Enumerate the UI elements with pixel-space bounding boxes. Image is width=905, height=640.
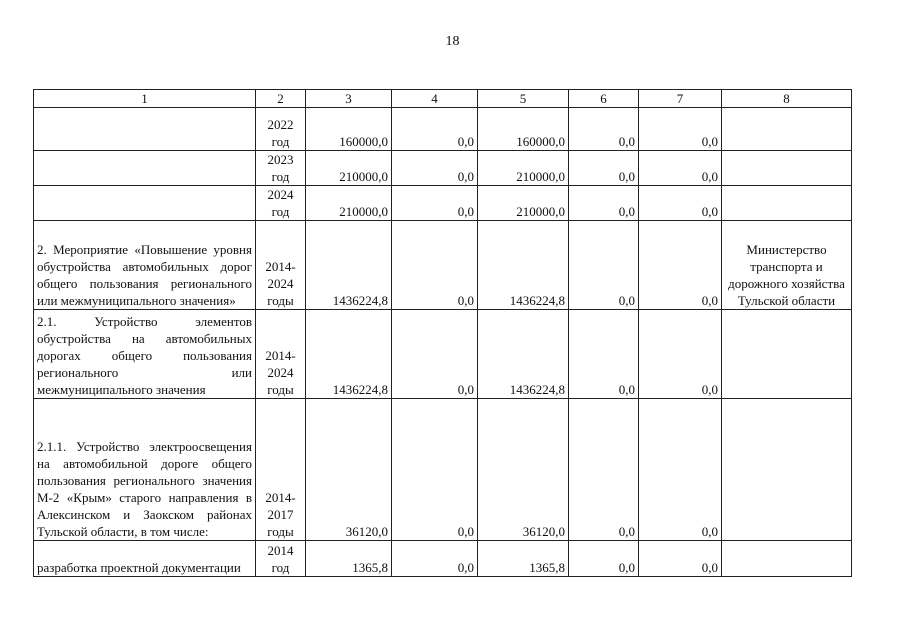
row-value-7: 0,0	[639, 541, 722, 577]
row-value-3: 210000,0	[306, 151, 392, 186]
row-value-4: 0,0	[392, 399, 478, 541]
row-value-3: 36120,0	[306, 399, 392, 541]
row-organization	[722, 151, 852, 186]
row-value-6: 0,0	[569, 186, 639, 221]
row-name: 2.1. Устройство элементов обустройства на автомобильных дорогах общего пользования регионального или межмуниципального значения	[34, 310, 256, 399]
row-value-4: 0,0	[392, 186, 478, 221]
header-col-4: 4	[392, 90, 478, 108]
table-row	[34, 108, 852, 151]
row-period: 2024 год	[256, 186, 306, 221]
row-name	[34, 151, 256, 186]
table-row	[34, 310, 852, 399]
row-value-5: 1365,8	[478, 541, 569, 577]
row-name	[34, 108, 256, 151]
row-value-6: 0,0	[569, 108, 639, 151]
table-row	[34, 541, 852, 577]
row-value-5: 1436224,8	[478, 310, 569, 399]
row-value-6: 0,0	[569, 221, 639, 310]
row-value-6: 0,0	[569, 541, 639, 577]
row-organization	[722, 186, 852, 221]
budget-table	[33, 89, 852, 577]
row-value-4: 0,0	[392, 221, 478, 310]
row-value-4: 0,0	[392, 151, 478, 186]
header-col-5: 5	[478, 90, 569, 108]
table-row	[34, 186, 852, 221]
row-value-5: 210000,0	[478, 186, 569, 221]
row-value-7: 0,0	[639, 186, 722, 221]
row-value-5: 36120,0	[478, 399, 569, 541]
row-period: 2022 год	[256, 108, 306, 151]
row-value-6: 0,0	[569, 151, 639, 186]
row-value-3: 1365,8	[306, 541, 392, 577]
table-row	[34, 151, 852, 186]
row-period: 2023 год	[256, 151, 306, 186]
row-value-7: 0,0	[639, 310, 722, 399]
row-value-7: 0,0	[639, 221, 722, 310]
row-name	[34, 186, 256, 221]
table-row	[34, 221, 852, 310]
row-value-3: 1436224,8	[306, 221, 392, 310]
row-period: 2014-2017 годы	[256, 399, 306, 541]
row-period: 2014 год	[256, 541, 306, 577]
row-organization	[722, 399, 852, 541]
row-value-3: 210000,0	[306, 186, 392, 221]
row-organization	[722, 310, 852, 399]
row-value-5: 160000,0	[478, 108, 569, 151]
header-col-8: 8	[722, 90, 852, 108]
row-period: 2014-2024 годы	[256, 221, 306, 310]
row-value-5: 1436224,8	[478, 221, 569, 310]
row-value-3: 1436224,8	[306, 310, 392, 399]
row-period: 2014-2024 годы	[256, 310, 306, 399]
row-value-4: 0,0	[392, 541, 478, 577]
row-organization: Министерство транспорта и дорожного хозяйства Тульской области	[722, 221, 852, 310]
row-name: разработка проектной документации	[34, 541, 256, 577]
page-number: 18	[445, 34, 460, 49]
header-col-2: 2	[256, 90, 306, 108]
header-col-3: 3	[306, 90, 392, 108]
row-name: 2.1.1. Устройство электроосвещения на автомобильной дороге общего пользования регионального значения М-2 «Крым» старого направления в Алексинском и Заокском районах Тульской области, в том числе:	[34, 399, 256, 541]
row-value-5: 210000,0	[478, 151, 569, 186]
row-value-7: 0,0	[639, 151, 722, 186]
header-row	[34, 90, 852, 108]
row-value-4: 0,0	[392, 108, 478, 151]
row-value-7: 0,0	[639, 399, 722, 541]
row-value-4: 0,0	[392, 310, 478, 399]
header-col-7: 7	[639, 90, 722, 108]
row-value-3: 160000,0	[306, 108, 392, 151]
row-value-6: 0,0	[569, 399, 639, 541]
row-organization	[722, 541, 852, 577]
row-organization	[722, 108, 852, 151]
row-value-6: 0,0	[569, 310, 639, 399]
row-value-7: 0,0	[639, 108, 722, 151]
table-row	[34, 399, 852, 541]
header-col-1: 1	[34, 90, 256, 108]
header-col-6: 6	[569, 90, 639, 108]
row-name: 2. Мероприятие «Повышение уровня обустройства автомобильных дорог общего пользования регионального или межмуниципального значения»	[34, 221, 256, 310]
